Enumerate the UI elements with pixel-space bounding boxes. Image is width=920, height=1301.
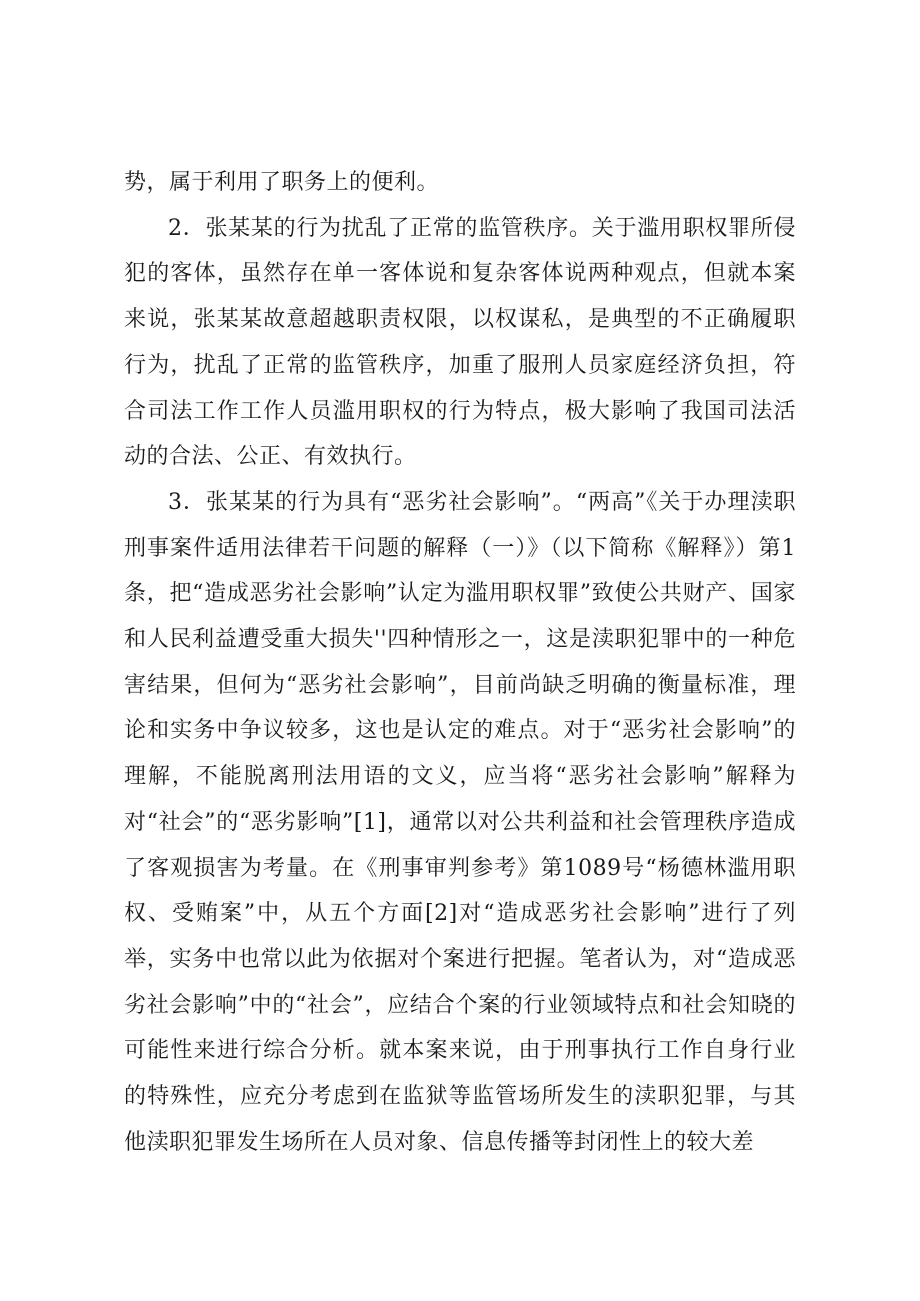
paragraph-point-3: 3．张某某的行为具有“恶劣社会影响”。“两高”《关于办理渎职刑事案件适用法律若干问题的解释（一）》（以下简称《解释》）第1条，把“造成恶劣社会影响”认定为滥用职权罪”致使公共财产、国家和人民利益遭受重大损失''四种情形之一，这是渎职犯罪中的一种危害结果，但何为“恶劣社会影响”，目前尚缺乏明确的衡量标准，理论和实务中争议较多，这也是认定的难点。对于“恶劣社会影响”的理解，不能脱离刑法用语的文义，应当将“恶劣社会影响”解释为对“社会”的“恶劣影响”[1]，通常以对公共利益和社会管理秩序造成了客观损害为考量。在《刑事审判参考》第1089号“杨德林滥用职权、受贿案”中，从五个方面[2]对“造成恶劣社会影响”进行了列举，实务中也常以此为依据对个案进行把握。笔者认为，对“造成恶劣社会影响”中的“社会”，应结合个案的行业领域特点和社会知晓的可能性来进行综合分析。就本案来说，由于刑事执行工作自身行业的特殊性，应充分考虑到在监狱等监管场所发生的渎职犯罪，与其他渎职犯罪发生场所在人员对象、信息传播等封闭性上的较大差 (124, 489, 796, 1155)
document-body (124, 160, 796, 1165)
paragraph-point-2: 2．张某某的行为扰乱了正常的监管秩序。关于滥用职权罪所侵犯的客体，虽然存在单一客体说和复杂客体说两种观点，但就本案来说，张某某故意超越职责权限，以权谋私，是典型的不正确履职行为，扰乱了正常的监管秩序，加重了服刑人员家庭经济负担，符合司法工作工作人员滥用职权的行为特点，极大影响了我国司法活动的合法、公正、有效执行。 (124, 215, 796, 470)
paragraph-continuation: 势，属于利用了职务上的便利。 (124, 170, 440, 195)
